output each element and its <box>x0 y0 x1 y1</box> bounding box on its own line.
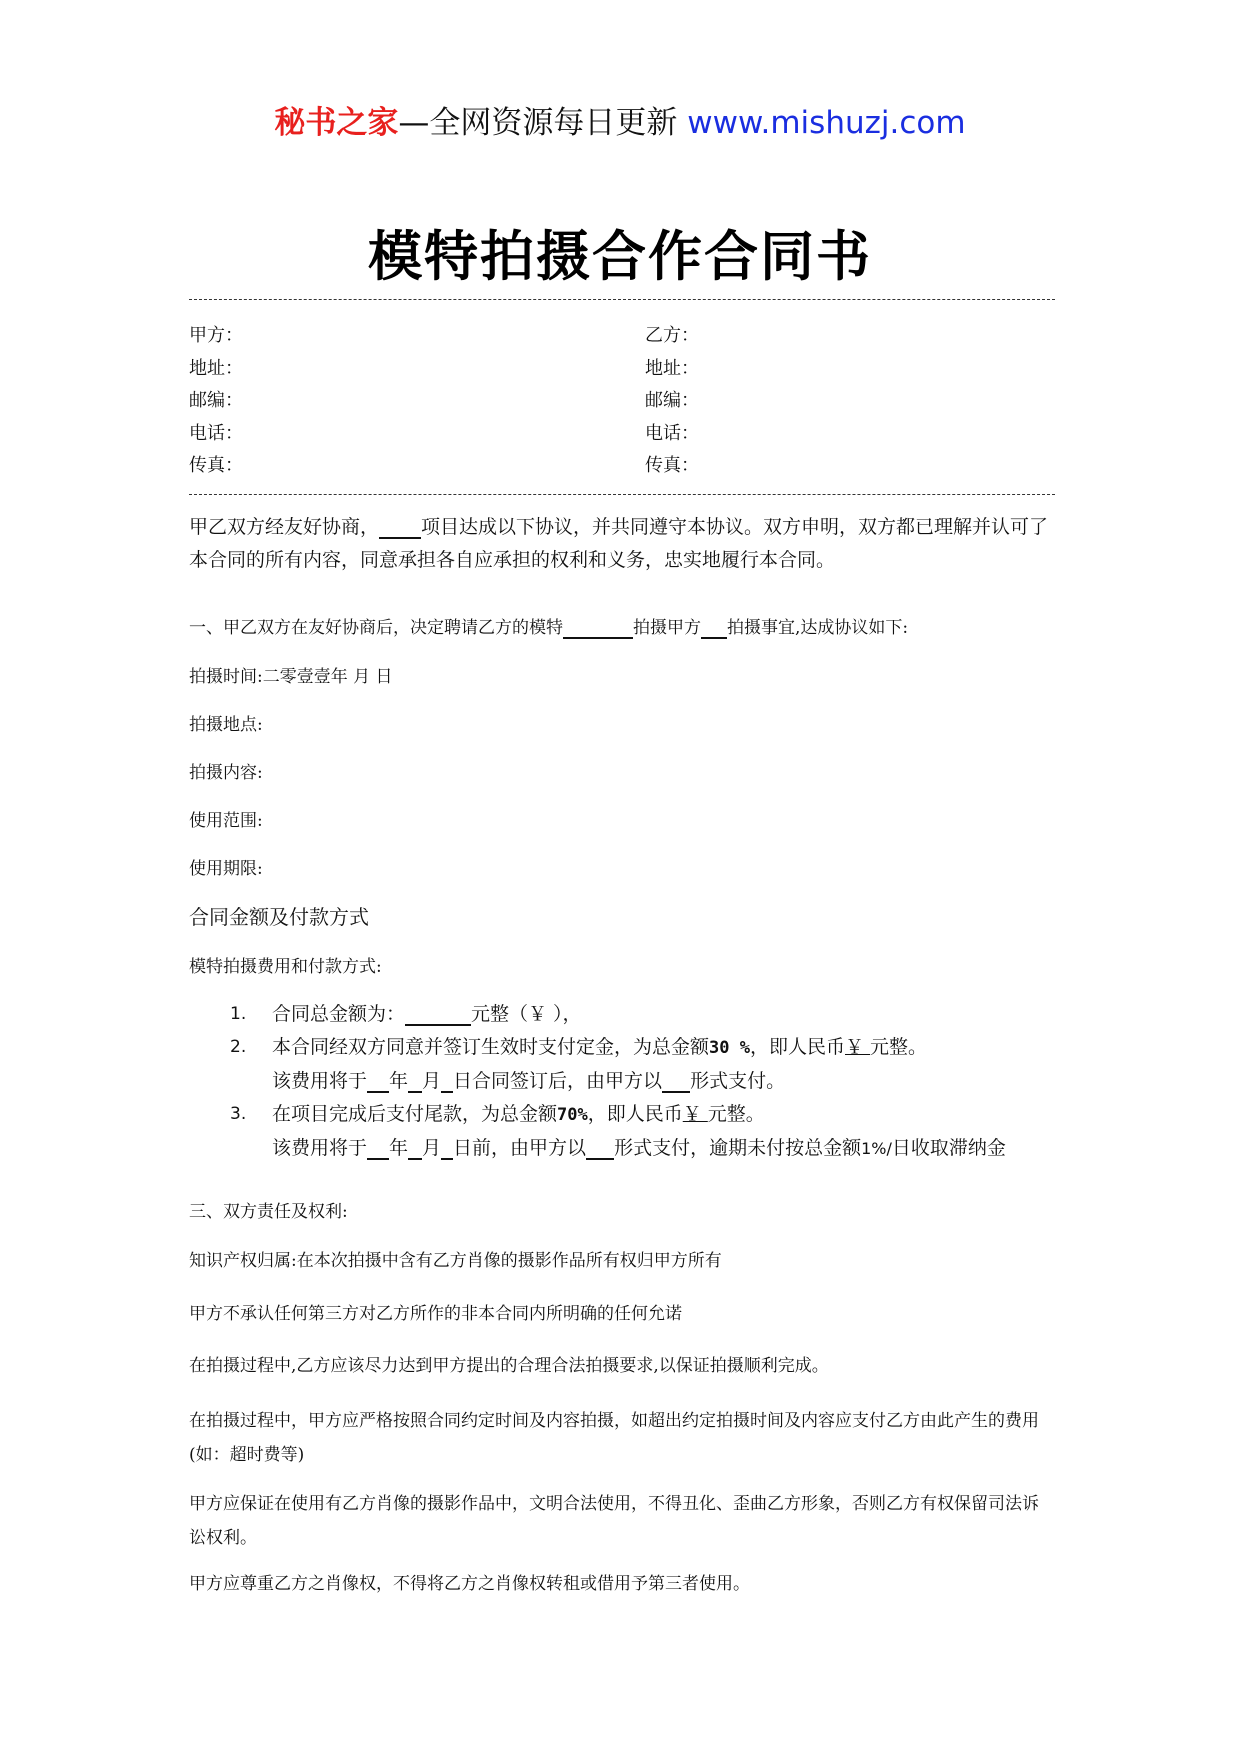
project-blank <box>379 515 421 539</box>
intro-text-1: 甲乙双方经友好协商， <box>189 516 380 538</box>
section-three-heading: 三、双方责任及权利: <box>189 1202 348 1222</box>
month-label: 月 <box>422 1137 442 1159</box>
shoot-subject-blank <box>701 615 727 639</box>
clause-paragraph: 甲方应尊重乙方之肖像权，不得将乙方之肖像权转租或借用予第三者使用。 <box>189 1574 750 1594</box>
brand-name: 秘书之家 <box>274 105 399 141</box>
party-a-phone-label: 电话： <box>189 422 243 444</box>
clause-paragraph: 甲方应保证在使用有乙方肖像的摄影作品中，文明合法使用，不得丑化、歪曲乙方形象，否则乙方有权保留司法诉讼权利。 <box>189 1494 1039 1548</box>
late-fee-text: 日收取滞纳金 <box>891 1137 1006 1159</box>
clause-paragraph: 在拍摄过程中,乙方应该尽力达到甲方提出的合理合法拍摄要求,以保证拍摄顺利完成。 <box>189 1356 829 1376</box>
deposit-suffix: 元整。 <box>870 1036 928 1058</box>
party-info-grid <box>189 320 1055 483</box>
balance-text: 在项目完成后支付尾款，为总金额 <box>272 1103 558 1125</box>
list-number: 3. <box>230 1104 247 1124</box>
party-b-postcode-label: 邮编： <box>645 390 699 411</box>
balance-percent: 70% <box>557 1105 588 1125</box>
deposit-text: 本合同经双方同意并签订生效时支付定金，为总金额 <box>272 1036 710 1058</box>
usage-period-field: 使用期限: <box>189 859 263 879</box>
deposit-method-text: 日合同签订后，由甲方以 <box>453 1070 663 1092</box>
payment-heading: 合同金额及付款方式 <box>189 905 369 929</box>
late-fee-rate: 1%/ <box>861 1139 892 1158</box>
header-slogan: —全网资源每日更新 <box>398 105 688 141</box>
section-one-text-2: 拍摄甲方 <box>633 618 701 638</box>
payment-list <box>230 998 1060 1165</box>
section-one-text-1: 一、甲乙双方在友好协商后，决定聘请乙方的模特 <box>189 618 563 638</box>
party-row <box>189 353 1055 386</box>
party-b-name-label: 乙方： <box>645 325 699 346</box>
balance-day-blank <box>441 1136 453 1160</box>
party-row <box>189 418 1055 451</box>
deposit-year-blank <box>367 1069 389 1093</box>
deposit-method-suffix: 形式支付。 <box>690 1070 786 1092</box>
deposit-day-blank <box>441 1069 453 1093</box>
model-name-blank <box>563 615 633 639</box>
party-row <box>189 320 1055 353</box>
list-number: 2. <box>230 1037 247 1057</box>
site-url-link[interactable]: www.mishuzj.com <box>687 105 966 141</box>
list-item <box>230 1031 1060 1098</box>
intro-text-2: 项目达成以下协议，并共同遵守本协议。双方申明，双方都已理解并认可了本合同的所有内容，同意承担各自应承担的权利和义务，忠实地履行本合同。 <box>189 516 1049 571</box>
usage-scope-field: 使用范围: <box>189 811 263 831</box>
site-header <box>0 103 1240 143</box>
balance-month-blank <box>408 1136 422 1160</box>
party-a-postcode-label: 邮编： <box>189 390 243 411</box>
party-a-address-label: 地址： <box>189 357 243 379</box>
balance-year-blank <box>367 1136 389 1160</box>
party-b-phone-label: 电话： <box>645 422 699 444</box>
party-row <box>189 385 1055 418</box>
shoot-place-field: 拍摄地点: <box>189 715 263 735</box>
dashed-divider-top <box>189 299 1055 300</box>
deposit-percent: 30 % <box>709 1038 750 1058</box>
intro-paragraph <box>189 511 1055 577</box>
total-amount-label: 合同总金额为： <box>272 1003 406 1025</box>
deposit-yen-blank: ￥ <box>844 1036 871 1058</box>
deposit-rmb-label: ，即人民币 <box>749 1036 845 1058</box>
clause-paragraph: 甲方不承认任何第三方对乙方所作的非本合同内所明确的任何允诺 <box>189 1304 682 1324</box>
party-b-fax-label: 传真： <box>645 455 699 476</box>
party-a-fax-label: 传真： <box>189 455 243 476</box>
list-number: 1. <box>230 1004 247 1024</box>
balance-method-blank <box>586 1136 614 1160</box>
party-row <box>189 450 1055 483</box>
deposit-month-blank <box>408 1069 422 1093</box>
total-amount-blank <box>405 1002 471 1026</box>
section-one-intro <box>189 614 1055 642</box>
balance-due-text: 该费用将于 <box>272 1137 368 1159</box>
party-a-name-label: 甲方： <box>189 325 243 346</box>
list-item <box>230 1098 1060 1165</box>
party-b-address-label: 地址： <box>645 357 699 379</box>
clause-paragraph: 知识产权归属:在本次拍摄中含有乙方肖像的摄影作品所有权归甲方所有 <box>189 1251 722 1271</box>
month-label: 月 <box>422 1070 442 1092</box>
balance-suffix: 元整。 <box>707 1103 765 1125</box>
payment-subheading: 模特拍摄费用和付款方式: <box>189 957 382 977</box>
deposit-due-text: 该费用将于 <box>272 1070 368 1092</box>
clause-paragraph: 在拍摄过程中，甲方应严格按照合同约定时间及内容拍摄，如超出约定拍摄时间及内容应支付乙方由此产生的费用(如：超时费等) <box>189 1411 1039 1465</box>
balance-rmb-label: ，即人民币 <box>587 1103 683 1125</box>
shoot-content-field: 拍摄内容: <box>189 763 263 783</box>
section-one-text-3: 拍摄事宜,达成协议如下: <box>727 618 909 638</box>
document-title: 模特拍摄合作合同书 <box>368 225 872 288</box>
deposit-method-blank <box>662 1069 690 1093</box>
dashed-divider-bottom <box>189 494 1055 495</box>
balance-method-text: 日前，由甲方以 <box>453 1137 587 1159</box>
balance-yen-blank: ￥ <box>682 1103 708 1125</box>
year-label: 年 <box>389 1070 409 1092</box>
list-item <box>230 998 1060 1031</box>
balance-method-suffix: 形式支付，逾期未付按总金额 <box>614 1137 862 1159</box>
year-label: 年 <box>389 1137 409 1159</box>
total-amount-suffix: 元整（￥ ）， <box>471 1003 582 1025</box>
shoot-time-field: 拍摄时间:二零壹壹年 月 日 <box>189 667 393 687</box>
